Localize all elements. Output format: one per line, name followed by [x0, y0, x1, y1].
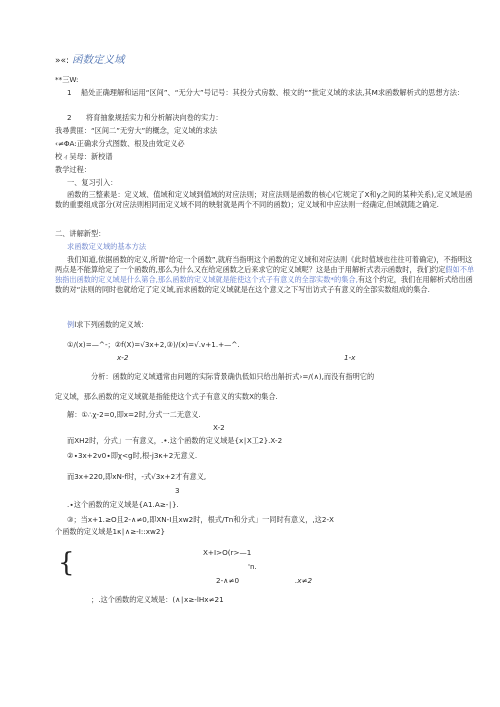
formula-line: ①/(x)=—^-；②f(X)=√3x+2,③)/(x)=√.v+1.+—^. — [67, 340, 240, 349]
fraction-denominator: x-2 — [117, 353, 129, 362]
solution-line: ③；当x+1.≥O且2-∧≠0,即XN-I且xw2时，根式/Tn和分式」一同时有意义，,这2-X — [67, 515, 334, 524]
title-text: 函数定义域 — [72, 54, 125, 66]
solution-line: 而XH2时，分式」一有意义，.•.这个函数的定义域是{x∣X工2}.X-2 — [67, 436, 283, 445]
example-line — [67, 320, 148, 330]
solution-line: ②∙3x+2v0∙即χ<g时,根-j3κ+2无意义. — [67, 451, 198, 460]
fraction-denominator: X-2 — [213, 423, 225, 432]
solution-line: .∙这个函数的定义域是{A1.A≥-∣}. — [67, 500, 179, 509]
section-heading: 一、复习引入： — [67, 178, 118, 187]
page-title — [55, 55, 125, 66]
fraction-denominator: 1-x — [344, 353, 356, 362]
title-prefix: »«: — [55, 56, 70, 66]
text-line: 我尋黄匪：“区间二”无穷大”的概念，定义域的求法 — [55, 126, 218, 135]
subsection-heading: 求函数定义域的基本方法 — [67, 242, 147, 251]
text-line: 2 将育抽象规括实力和分析解决向卷的实力： — [67, 113, 223, 122]
solution-line: ；.这个函数的定义域是：(∧∣x≥-lHx≠21 — [91, 595, 224, 604]
text-line: 分析：函数的定义域通常由问题的实际背景确仇低如只给出斛折式›=/(∧),而没有指明它的 — [91, 372, 375, 381]
text-line: ‹≠ΦA:正确求分式图数、根及由效定义必 — [55, 139, 185, 148]
fraction-denominator: 3 — [175, 486, 180, 495]
example-text: l求下列函数的定义域： — [74, 320, 149, 329]
text-line: 校ィ吴母：新校谱 — [55, 152, 113, 161]
text-line: 教学过程： — [55, 165, 91, 174]
solution-line: 而3x+220,即xN-f时，-式√3x+2才有意义, — [67, 472, 207, 481]
solution-line: 解：①∴χ-2=0,即x=2时,分式一二无意义. — [67, 410, 201, 419]
text-paragraph: 1 船处正确理解和运用“区间”、“无分大”号记号：其投分式房数、根文的“”批定义域的求法,其M求函数解析式的思想方法： — [67, 88, 465, 97]
system-line: 2-∧≠0 — [216, 576, 240, 585]
system-line: .x≠2 — [295, 576, 313, 585]
highlighted-text: 假如不单独指出函数的定义域是什么第合,那么函数的定义域就是能使这个式子有意义的全部实数*的集合, — [55, 265, 475, 284]
solution-line: 个函数的定义域是1κ∣∧≥-I::xw2} — [55, 527, 166, 536]
system-line: 'n. — [248, 562, 257, 571]
text-paragraph: 函数的三整素是：定义域、值域和定义域到值域的对应法则；对应法则是函数的核心(它规定了X和y之间的某种关系),定义域是函数的重要组成部分(对应法则相同而定义域不同的映射就是两个不同的函数)；定义域和中应法则一经确定,但域就随之确定. — [55, 190, 473, 209]
text-line: 定义域，那么函数的定义域就是指能使这个式子有意义的实数X的集合. — [55, 392, 278, 401]
text-line: **三W: — [55, 75, 79, 84]
paragraph-text: 我们知道,依据函数的定义,所谓“给定一个函数”,就府当指明这个函数的定义域和对应法则《此时值域也往往可着确定)，不指明这两点是不能算给定了一个函数的,那么为什么又在给定函数之后来求它的定义域呢？这是由于用解析式表示函数时，我们约定 — [55, 255, 473, 274]
section-heading: 二、讲解新型： — [55, 229, 106, 238]
system-line: X+I>O(r>—1 — [203, 548, 252, 557]
paragraph-text: 有这个约定，我们在用解析式给出函数的对“法则的同时也就给定了定义域,而求函数的定义域就是在这个意义之下写出访式子有意义的全部实数组成的集合. — [55, 275, 473, 294]
example-label: 例 — [67, 320, 75, 329]
text-paragraph — [55, 255, 475, 295]
system-brace: { — [58, 548, 75, 578]
